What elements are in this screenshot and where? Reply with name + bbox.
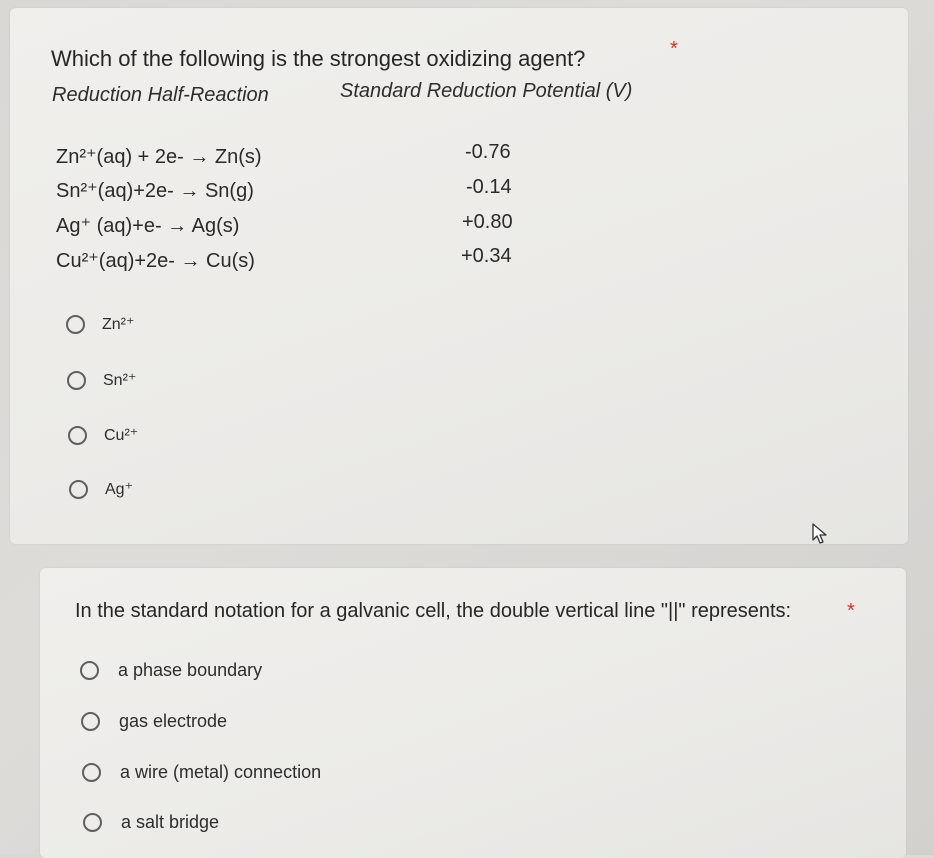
question-title: Which of the following is the strongest oxidizing agent? (51, 46, 586, 71)
option-label: a phase boundary (118, 660, 263, 680)
column-header-reaction: Reduction Half-Reaction (52, 84, 269, 106)
radio-unchecked-icon[interactable] (66, 315, 85, 334)
potential-row-zn: -0.76 (465, 141, 511, 163)
required-asterisk: * (670, 38, 678, 60)
radio-unchecked-icon[interactable] (67, 371, 86, 390)
radio-unchecked-icon[interactable] (83, 813, 102, 832)
option-cu[interactable] (68, 425, 138, 445)
option-phase-boundary[interactable] (80, 660, 262, 681)
potential-row-sn: -0.14 (466, 176, 512, 198)
potential-row-ag: +0.80 (462, 211, 513, 233)
option-label: Cu²⁺ (104, 427, 139, 444)
radio-unchecked-icon[interactable] (80, 661, 99, 680)
option-zn[interactable] (66, 314, 134, 334)
option-label: a salt bridge (121, 812, 220, 832)
radio-unchecked-icon[interactable] (68, 426, 87, 445)
radio-unchecked-icon[interactable] (81, 712, 100, 731)
option-label: Zn²⁺ (102, 316, 135, 333)
potential-row-cu: +0.34 (461, 245, 512, 267)
option-label: a wire (metal) connection (120, 762, 322, 782)
radio-unchecked-icon[interactable] (69, 480, 88, 499)
option-label: Sn²⁺ (103, 372, 137, 389)
option-salt-bridge[interactable] (83, 812, 219, 833)
reaction-row-zn: Zn²⁺(aq) + 2e- → Zn(s) (56, 146, 262, 168)
option-sn[interactable] (67, 370, 136, 390)
reaction-row-ag: Ag⁺ (aq)+e- → Ag(s) (56, 215, 240, 237)
reaction-row-sn: Sn²⁺(aq)+2e- → Sn(g) (56, 180, 254, 202)
pointer-cursor-icon (810, 522, 832, 546)
question-card-galvanic-cell (40, 568, 906, 858)
required-asterisk: * (847, 600, 855, 622)
option-label: Ag⁺ (105, 481, 134, 498)
radio-unchecked-icon[interactable] (82, 763, 101, 782)
reaction-row-cu: Cu²⁺(aq)+2e- → Cu(s) (56, 250, 255, 272)
column-header-potential: Standard Reduction Potential (V) (340, 80, 633, 102)
question-card-oxidizing-agent (10, 8, 908, 544)
option-gas-electrode[interactable] (81, 711, 227, 732)
option-wire-connection[interactable] (82, 762, 321, 783)
option-ag[interactable] (69, 479, 133, 499)
question-title: In the standard notation for a galvanic cell, the double vertical line "||" represents: (75, 600, 792, 622)
option-label: gas electrode (119, 711, 228, 731)
